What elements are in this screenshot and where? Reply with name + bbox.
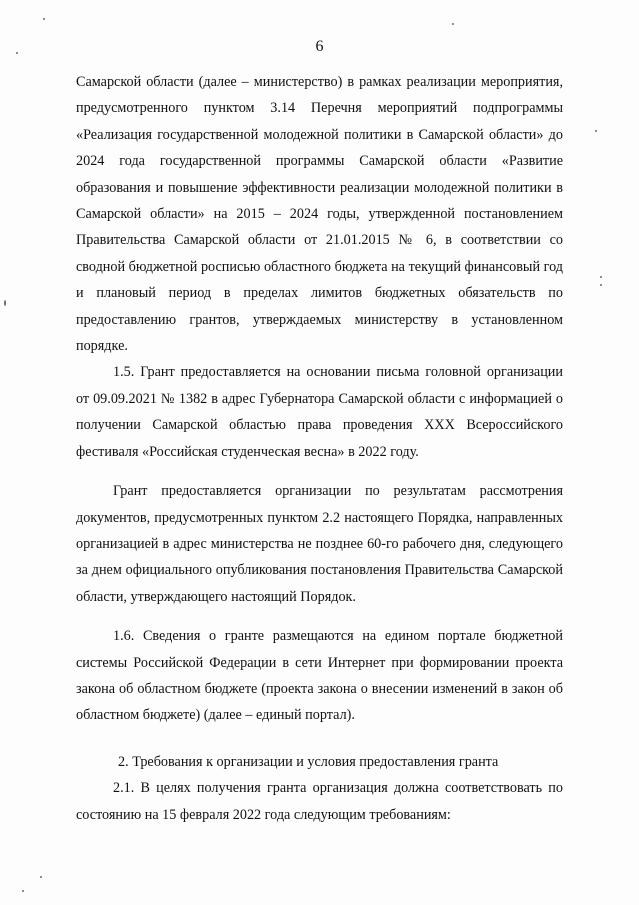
- scan-speck: [40, 876, 42, 878]
- scan-speck: [22, 890, 24, 892]
- paragraph-2-1: 2.1. В целях получения гранта организация должна соответствовать по состоянию на 15 февраля 2022 года следующим требованиям:: [76, 780, 563, 823]
- scan-speck: [452, 23, 454, 25]
- paragraph-grant-conditions: Грант предоставляется организации по результатам рассмотрения документов, предусмотренных пунктом 2.2 настоящего Порядка, направленных организацией в адрес министерства не позднее 60-го рабочего дня, следующего за днем официального опубликования постановления Правительства Самарской области, утверждающего настоящий Порядок.: [76, 483, 563, 605]
- paragraph-continuation: Самарской области (далее – министерство) в рамках реализации мероприятия, предусмотренного пунктом 3.14 Перечня мероприятий подпрограммы «Реализация государственной молодежной политики в Самарской области» до 2024 года государственной программы Самарской области «Развитие образования и повышение эффективности реализации молодежной политики в Самарской области» на 2015 – 2024 годы, утвержденной постановлением Правительства Самарской области от 21.01.2015 № 6, в соответствии со сводной бюджетной росписью областного бюджета на текущий финансовый год и плановый период в пределах лимитов бюджетных обязательств по предоставлению грантов, утверждаемых министерству в установленном порядке.: [76, 74, 563, 355]
- scan-speck: [16, 52, 18, 54]
- paragraph-1-5: 1.5. Грант предоставляется на основании письма головной организации от 09.09.2021 № 1382 в адрес Губернатора Самарской области с информацией о получении Самарской областью права проведения XXX Всероссийского фестиваля «Российская студенческая весна» в 2022 году.: [76, 364, 563, 460]
- scan-speck: [595, 130, 597, 132]
- page-number: 6: [315, 38, 324, 55]
- paragraph-1-6: 1.6. Сведения о гранте размещаются на едином портале бюджетной системы Российской Федерации в сети Интернет при формировании проекта закона об областном бюджете (проекта закона о внесении изменений в закон об областном бюджете) (далее – единый портал).: [76, 628, 563, 724]
- scan-speck: [600, 284, 602, 286]
- scan-speck: [600, 276, 602, 278]
- scan-speck: [43, 18, 45, 20]
- section-heading-2: 2. Требования к организации и условия предоставления гранта: [118, 753, 499, 770]
- scan-speck: [4, 300, 6, 306]
- document-body: [76, 69, 563, 828]
